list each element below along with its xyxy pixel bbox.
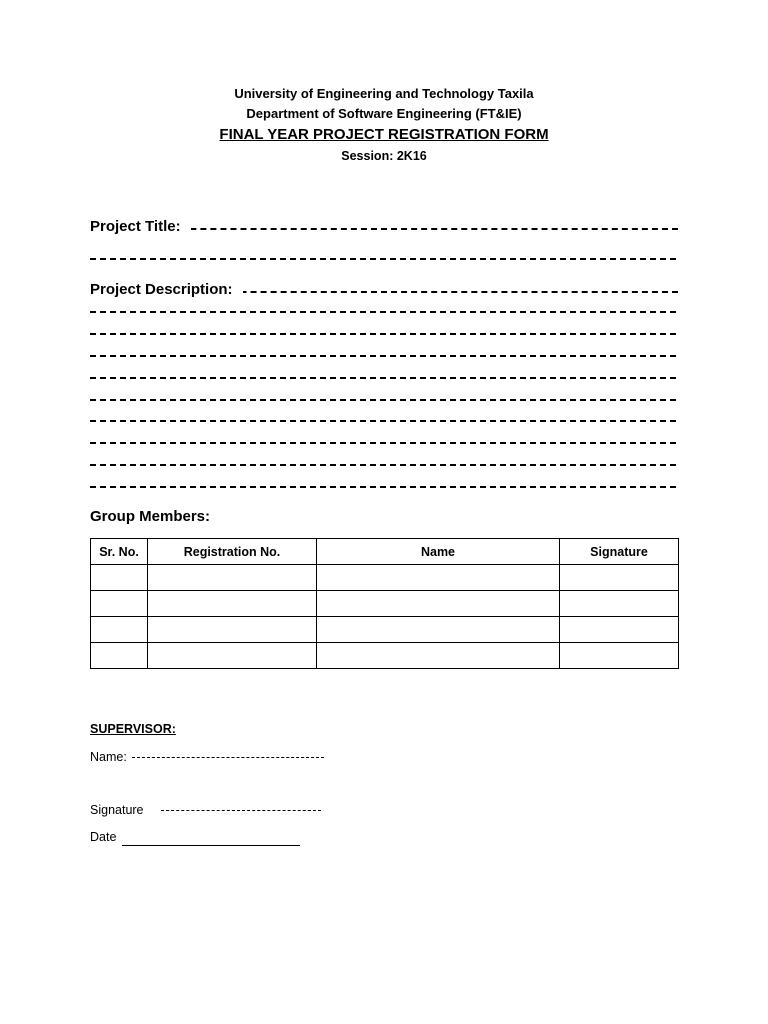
description-line-5[interactable]: [90, 399, 676, 401]
description-line-9[interactable]: [90, 486, 676, 488]
project-description-field[interactable]: [90, 279, 678, 299]
project-title-label: Project Title:: [90, 218, 191, 235]
project-title-field[interactable]: [90, 216, 678, 236]
registration-no-cell[interactable]: [148, 617, 317, 643]
registration-no-cell[interactable]: [148, 643, 317, 669]
project-description-label: Project Description:: [90, 281, 243, 298]
supervisor-name-label: Name:: [90, 750, 127, 764]
name-cell[interactable]: [317, 617, 560, 643]
registration-no-cell[interactable]: [148, 591, 317, 617]
column-header-signature: Signature: [560, 539, 679, 565]
registration-no-cell[interactable]: [148, 565, 317, 591]
group-members-heading: Group Members:: [90, 508, 211, 525]
form-header: [0, 84, 768, 166]
supervisor-date-label: Date: [90, 830, 117, 844]
department-name: Department of Software Engineering (FT&IE): [246, 106, 522, 121]
university-name: University of Engineering and Technology Taxila: [234, 86, 534, 101]
supervisor-date-field[interactable]: [90, 828, 300, 846]
sr-no-cell[interactable]: [91, 643, 148, 669]
session-label: Session: 2K16: [341, 149, 427, 163]
sr-no-cell[interactable]: [91, 617, 148, 643]
sr-no-cell[interactable]: [91, 565, 148, 591]
description-line-2[interactable]: [90, 333, 676, 335]
supervisor-signature-label: Signature: [90, 803, 144, 817]
signature-cell[interactable]: [560, 591, 679, 617]
table-row: [91, 565, 679, 591]
group-members-table: [90, 538, 679, 669]
supervisor-date-line[interactable]: [122, 833, 300, 846]
signature-cell[interactable]: [560, 565, 679, 591]
description-line-1[interactable]: [90, 311, 676, 313]
column-header-registration-no: Registration No.: [148, 539, 317, 565]
supervisor-name-line[interactable]: [132, 757, 324, 758]
description-line-4[interactable]: [90, 377, 676, 379]
supervisor-signature-line[interactable]: [161, 810, 321, 811]
column-header-sr-no: Sr. No.: [91, 539, 148, 565]
description-line-6[interactable]: [90, 420, 676, 422]
sr-no-cell[interactable]: [91, 591, 148, 617]
form-title: FINAL YEAR PROJECT REGISTRATION FORM: [219, 126, 549, 143]
description-line-8[interactable]: [90, 464, 676, 466]
supervisor-name-field[interactable]: [90, 748, 324, 766]
name-cell[interactable]: [317, 565, 560, 591]
name-cell[interactable]: [317, 643, 560, 669]
description-line-7[interactable]: [90, 442, 676, 444]
table-row: [91, 617, 679, 643]
description-line-3[interactable]: [90, 355, 676, 357]
project-title-line-2[interactable]: [90, 258, 676, 260]
supervisor-signature-field[interactable]: [90, 801, 321, 819]
signature-cell[interactable]: [560, 643, 679, 669]
column-header-name: Name: [317, 539, 560, 565]
table-row: [91, 643, 679, 669]
name-cell[interactable]: [317, 591, 560, 617]
signature-cell[interactable]: [560, 617, 679, 643]
table-header-row: [91, 539, 679, 565]
supervisor-heading: SUPERVISOR:: [90, 722, 176, 736]
table-row: [91, 591, 679, 617]
